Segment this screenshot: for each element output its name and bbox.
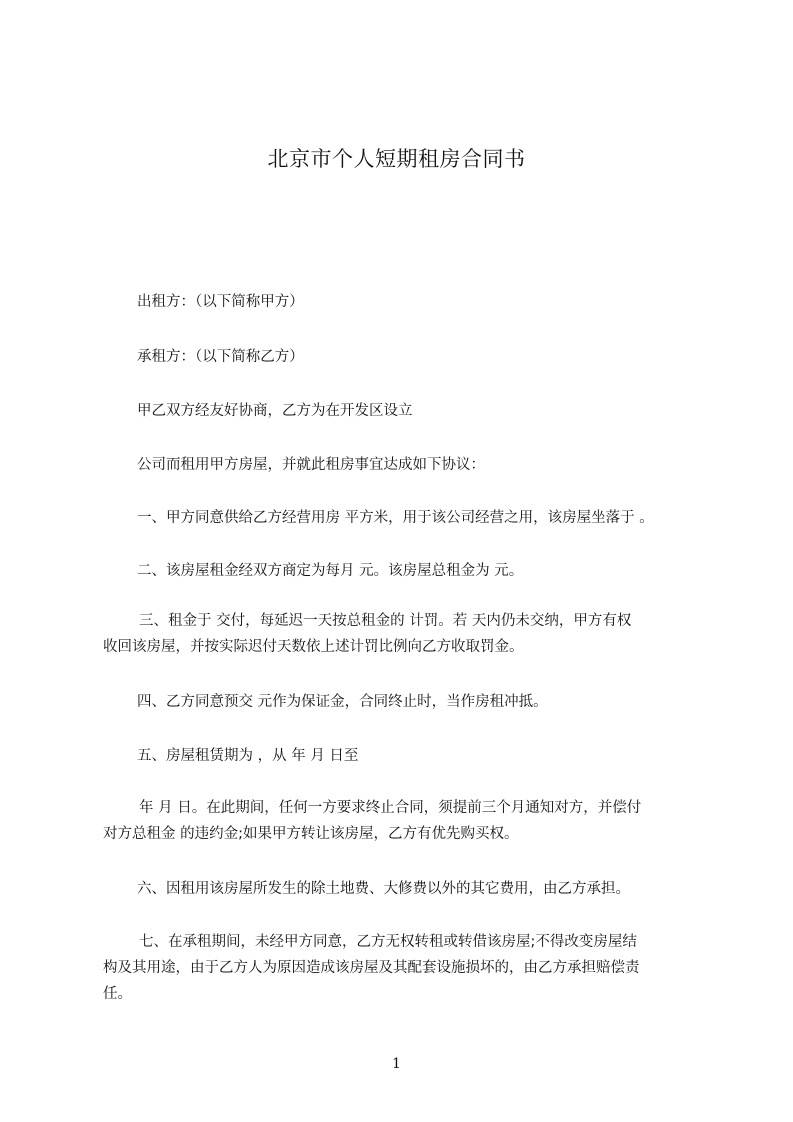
clause-5-continued-line-1: 年 月 日。在此期间，任何一方要求终止合同，须提前三个月通知对方，并偿付: [139, 800, 642, 816]
clause-3-line-1: 三、租金于 交付，每延迟一天按总租金的 计罚。若 天内仍未交纳，甲方有权: [139, 613, 632, 629]
clause-1: 一、甲方同意供给乙方经营用房 平方米，用于该公司经营之用，该房屋坐落于 。: [137, 510, 654, 526]
clause-5-continued-line-2: 对方总租金 的违约金;如果甲方转让该房屋，乙方有优先购买权。: [103, 826, 519, 842]
clause-7-line-2: 构及其用途，由于乙方人为原因造成该房屋及其配套设施损坏的，由乙方承担赔偿责: [103, 960, 640, 976]
clause-5: 五、房屋租赁期为 ，从 年 月 日至: [137, 748, 359, 764]
clause-2: 二、该房屋租金经双方商定为每月 元。该房屋总租金为 元。: [137, 563, 524, 579]
paragraph-lessor: 出租方：（以下简称甲方）: [137, 294, 304, 310]
document-title: 北京市个人短期租房合同书: [267, 147, 526, 171]
paragraph-intro: 甲乙双方经友好协商，乙方为在开发区设立: [137, 403, 413, 419]
paragraph-intro-continued: 公司而租用甲方房屋，并就此租房事宜达成如下协议：: [137, 457, 485, 473]
clause-4: 四、乙方同意预交 元作为保证金，合同终止时，当作房租冲抵。: [137, 694, 548, 710]
page-number: 1: [392, 1056, 401, 1072]
clause-7-line-3: 任。: [103, 986, 132, 1002]
clause-6: 六、因租用该房屋所发生的除土地费、大修费以外的其它费用，由乙方承担。: [137, 881, 630, 897]
clause-3-line-2: 收回该房屋，并按实际迟付天数依上述计罚比例向乙方收取罚金。: [103, 639, 524, 655]
paragraph-lessee: 承租方：（以下简称乙方）: [137, 349, 304, 365]
clause-7-line-1: 七、在承租期间，未经甲方同意，乙方无权转租或转借该房屋;不得改变房屋结: [139, 934, 637, 950]
